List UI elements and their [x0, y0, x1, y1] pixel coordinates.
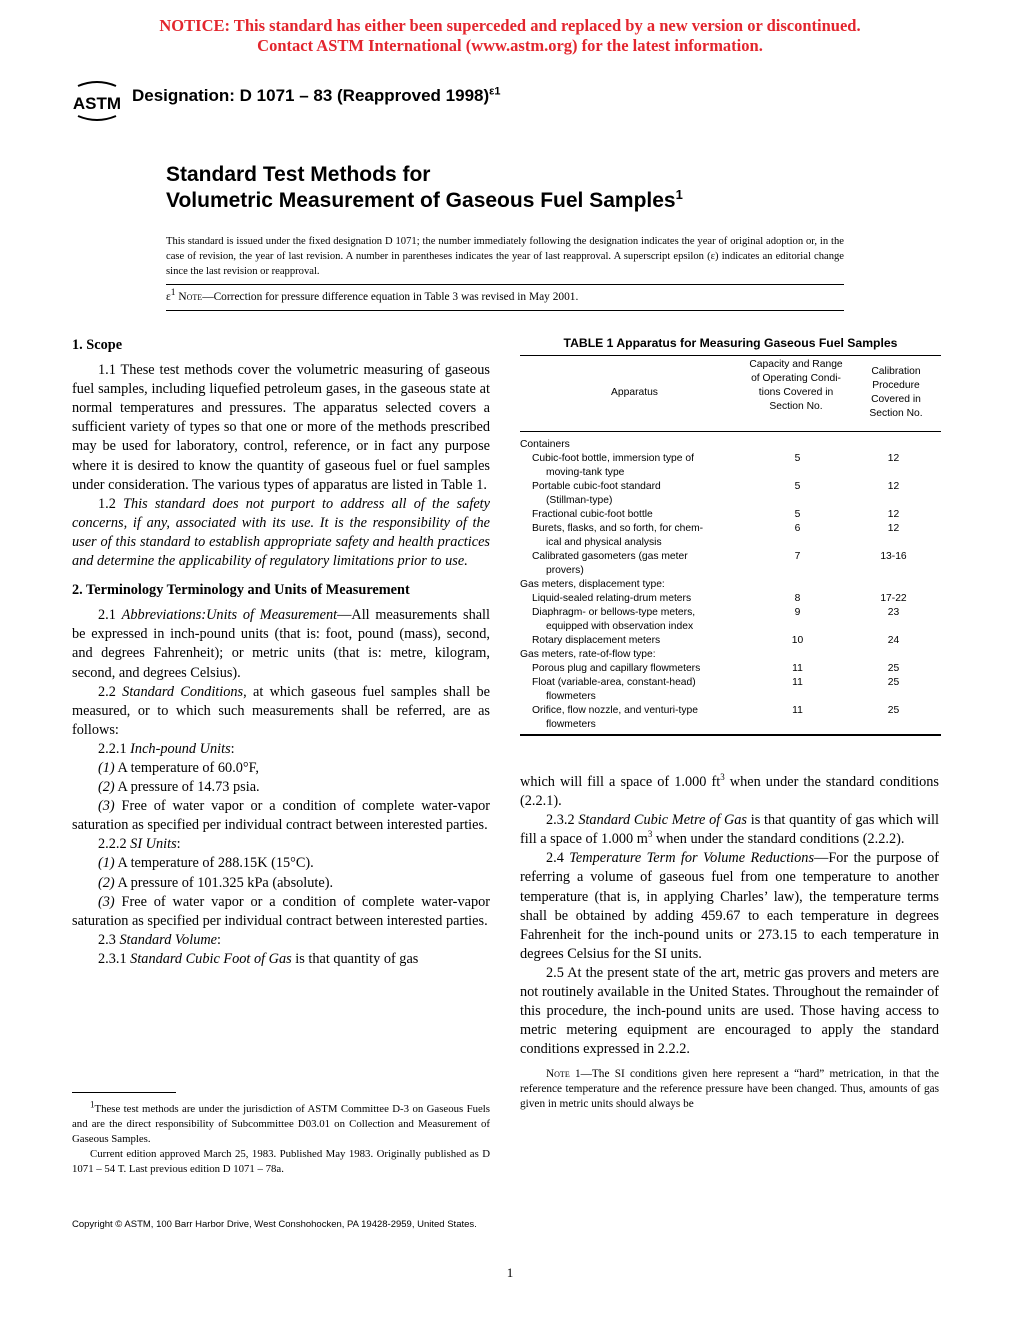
- cell-capacity: 5: [794, 453, 801, 464]
- cell-apparatus: Orifice, flow nozzle, and venturi-type flowmeters: [532, 705, 698, 730]
- cell-calibration: 13-16: [880, 551, 907, 562]
- paragraph-2-5: 2.5 At the present state of the art, metric gas provers and meters are not routinely available in the United States. Throughout the remainder of this procedure, the inch-pound units are used. Those having access to metric metering equipment are encouraged to apply the standard conditions expressed in 2.2.2.: [520, 964, 939, 1058]
- cell-calibration: 12: [887, 523, 900, 534]
- title-line-2: [166, 188, 683, 214]
- cell-capacity: 9: [794, 607, 801, 618]
- cell-capacity: 11: [792, 705, 803, 716]
- header-apparatus: Apparatus: [611, 387, 658, 398]
- paragraph-2-3: 2.3 Standard Volume:: [98, 931, 221, 948]
- footnote-1: $^1$These test methods are under the jurisdiction of ASTM Committee D-3 on Gaseous Fuels and are the direct responsibility of Subcommittee D03.01 on Collection and Measurement of Gaseous Samples.: [72, 1099, 490, 1145]
- cell-apparatus: Fractional cubic-foot bottle: [532, 509, 653, 520]
- continuation-paragraph: which will fill a space of 1.000 $ft^3$ when under the standard conditions (2.2.1).: [520, 772, 939, 810]
- paragraph-2-1: 2.1 Abbreviations:Units of Measurement—All measurements shall be expressed in inch-pound units (that is: foot, pound (mass), second, and degrees Fahrenheit); or metric units (that is: metre, kilogram, second, and degrees Celsius).: [72, 607, 491, 681]
- cell-capacity: 7: [794, 551, 801, 562]
- notice-banner: [0, 16, 1020, 56]
- paragraph-2-4: 2.4 Temperature Term for Volume Reductions—For the purpose of referring a volume of gaseous fuel from one temperature to another temperature (that is, in applying Charles’ law), the temperature terms shall be obtained by adding 459.67 to each temperature in degrees Fahrenheit for the inch-pound units or 273.15 to each temperature in degrees Celsius for the SI units.: [520, 850, 939, 962]
- apparatus-table: [520, 355, 941, 736]
- cell-capacity: 5: [794, 509, 801, 520]
- cell-calibration: 24: [887, 635, 900, 646]
- table-header: [520, 355, 941, 432]
- cell-capacity: 11: [792, 677, 803, 688]
- list-item: (2) A pressure of 101.325 kPa (absolute).: [98, 874, 334, 891]
- table-row: [520, 452, 941, 480]
- table-row: [520, 676, 941, 704]
- left-column: [72, 336, 490, 969]
- cell-calibration: 25: [887, 705, 900, 716]
- cell-capacity: 6: [794, 523, 801, 534]
- editorial-note: [166, 288, 579, 303]
- note-1: Note 1—The SI conditions given here represent a “hard” metrication, in that the reference temperature and the reference pressure have been changed. Thus, amounts of gas given in metric units should always be: [520, 1068, 939, 1111]
- divider: [166, 310, 844, 311]
- table-row: [520, 550, 941, 578]
- cell-apparatus: Calibrated gasometers (gas meter provers): [532, 551, 688, 576]
- logo-text: ASTM: [72, 94, 122, 113]
- header-capacity: Capacity and Range of Operating Condi- tions Covered in Section No.: [749, 359, 843, 412]
- notice-line-2: Contact ASTM International (www.astm.org) for the latest information.: [257, 36, 763, 55]
- designation: [132, 86, 500, 106]
- title-footnote-ref: 1: [675, 187, 683, 202]
- epsilon-symbol: ε: [166, 291, 171, 303]
- paragraph-2-3-1: 2.3.1 Standard Cubic Foot of Gas is that quantity of gas: [98, 950, 419, 967]
- footnotes: [72, 1099, 490, 1177]
- note-label: Note: [178, 291, 203, 303]
- table-row: [520, 522, 941, 550]
- paragraph-2-2-1: 2.2.1 Inch-pound Units:: [98, 740, 235, 757]
- cell-apparatus: Burets, flasks, and so forth, for chem- ical and physical analysis: [532, 523, 704, 548]
- table-row: [520, 578, 941, 592]
- cell-capacity: [749, 578, 846, 592]
- cell-apparatus: Porous plug and capillary flowmeters: [532, 663, 701, 674]
- astm-logo: [72, 78, 122, 124]
- cell-calibration: 12: [887, 481, 900, 492]
- header-calibration: Calibration Procedure Covered in Section No.: [869, 366, 923, 419]
- copyright: Copyright © ASTM, 100 Barr Harbor Drive, West Conshohocken, PA 19428-2959, United States.: [72, 1219, 477, 1230]
- right-column: [520, 773, 939, 1112]
- cell-apparatus: Gas meters, displacement type:: [520, 579, 665, 590]
- cell-capacity: 11: [792, 663, 803, 674]
- cell-calibration: 25: [887, 663, 900, 674]
- designation-sup: ε1: [489, 85, 501, 98]
- title-line-2-text: Volumetric Measurement of Gaseous Fuel Samples: [166, 189, 676, 212]
- table-row: [520, 592, 941, 606]
- cell-apparatus: Liquid-sealed relating-drum meters: [532, 593, 692, 604]
- cell-apparatus: Containers: [520, 439, 570, 450]
- note-text: —Correction for pressure difference equation in Table 3 was revised in May 2001.: [202, 291, 579, 303]
- footnote-divider: [72, 1092, 176, 1093]
- table-caption: TABLE 1 Apparatus for Measuring Gaseous Fuel Samples: [563, 336, 898, 350]
- paragraph-2-3-2: 2.3.2 Standard Cubic Metre of Gas is that quantity of gas which will fill a space of 1.000 $m^3$ when under the standard conditions (2.2.2).: [520, 812, 940, 848]
- cell-calibration: 25: [887, 677, 900, 688]
- cell-apparatus: Rotary displacement meters: [532, 635, 661, 646]
- list-item: (3) Free of water vapor or a condition of complete water-vapor saturation as specified per individual contract between interested parties.: [72, 798, 490, 834]
- cell-calibration: 12: [887, 509, 900, 520]
- cell-capacity: 8: [794, 593, 801, 604]
- cell-capacity: 10: [791, 635, 804, 646]
- list-item: (1) A temperature of 288.15K (15°C).: [98, 855, 314, 872]
- cell-calibration: 23: [887, 607, 900, 618]
- designation-text: Designation: D 1071 – 83 (Reapproved 1998): [132, 86, 490, 105]
- section-heading-scope: 1. Scope: [72, 337, 123, 353]
- document-title: [166, 162, 683, 214]
- list-item: (2) A pressure of 14.73 psia.: [98, 779, 260, 796]
- footnote-2: Current edition approved March 25, 1983. Published May 1983. Originally published as D 1071 – 54 T. Last previous edition D 1071 – 78a.: [72, 1148, 490, 1175]
- table-body: [520, 432, 941, 736]
- cell-apparatus: Cubic-foot bottle, immersion type of moving-tank type: [532, 453, 694, 478]
- list-item: (1) A temperature of 60.0°F,: [98, 759, 260, 776]
- table-row: [520, 508, 941, 522]
- cell-apparatus: Portable cubic-foot standard (Stillman-type): [532, 481, 661, 506]
- table-row: [520, 480, 941, 508]
- paragraph-1-1: 1.1 These test methods cover the volumetric measuring of gaseous fuel samples, including liquefied petroleum gases, in the gaseous state at normal temperatures and pressures. The apparatus selected covers a sufficient variety of types so that one or more of the methods prescribed may be used for laboratory, control, reference, or in fact any purpose where it is desired to know the quantity of gaseous fuel or fuel samples under consideration. The various types of apparatus are listed in Table 1.: [72, 362, 490, 493]
- cell-apparatus: Float (variable-area, constant-head) flowmeters: [532, 677, 696, 702]
- paragraph-2-2-2: 2.2.2 SI Units:: [98, 836, 181, 853]
- cell-capacity: 5: [794, 481, 801, 492]
- title-line-1: Standard Test Methods for: [166, 163, 431, 186]
- table-row: [520, 648, 941, 662]
- list-item: (3) Free of water vapor or a condition of complete water-vapor saturation as specified per individual contract between interested parties.: [72, 893, 490, 929]
- cell-apparatus: Diaphragm- or bellows-type meters, equipped with observation index: [532, 607, 696, 632]
- notice-line-1: NOTICE: This standard has either been superceded and replaced by a new version or discontinued.: [159, 16, 861, 35]
- table-row: [520, 634, 941, 648]
- epsilon-sup: 1: [170, 288, 176, 299]
- table-row: [520, 438, 941, 452]
- table-row: [520, 662, 941, 676]
- cell-calibration: [846, 648, 941, 662]
- page-number: 1: [506, 1265, 514, 1280]
- divider: [166, 284, 844, 285]
- cell-calibration: [846, 578, 941, 592]
- table-row: [520, 704, 941, 732]
- cell-calibration: 12: [887, 453, 900, 464]
- cell-apparatus: Gas meters, rate-of-flow type:: [520, 649, 656, 660]
- cell-calibration: [846, 438, 941, 452]
- table-row: [520, 606, 941, 634]
- cell-capacity: [749, 648, 846, 662]
- cell-calibration: 17-22: [880, 593, 907, 604]
- issuance-statement: This standard is issued under the fixed designation D 1071; the number immediately following the designation indicates the year of original adoption or, in the case of revision, the year of last revision. A number in parentheses indicates the year of last reapproval. A superscript epsilon (ε) indicates an editorial change since the last revision or reapproval.: [166, 236, 844, 277]
- paragraph-1-2: 1.2 This standard does not purport to address all of the safety concerns, if any, associated with its use. It is the responsibility of the user of this standard to establish appropriate safety and health practices and determine the applicability of regulatory limitations prior to use.: [72, 495, 490, 570]
- section-heading-terminology: 2. Terminology Terminology and Units of Measurement: [72, 582, 410, 599]
- paragraph-2-2: 2.2 Standard Conditions, at which gaseous fuel samples shall be measured, or to which such measurements shall be referred, are as follows:: [72, 683, 491, 738]
- cell-capacity: [749, 438, 846, 452]
